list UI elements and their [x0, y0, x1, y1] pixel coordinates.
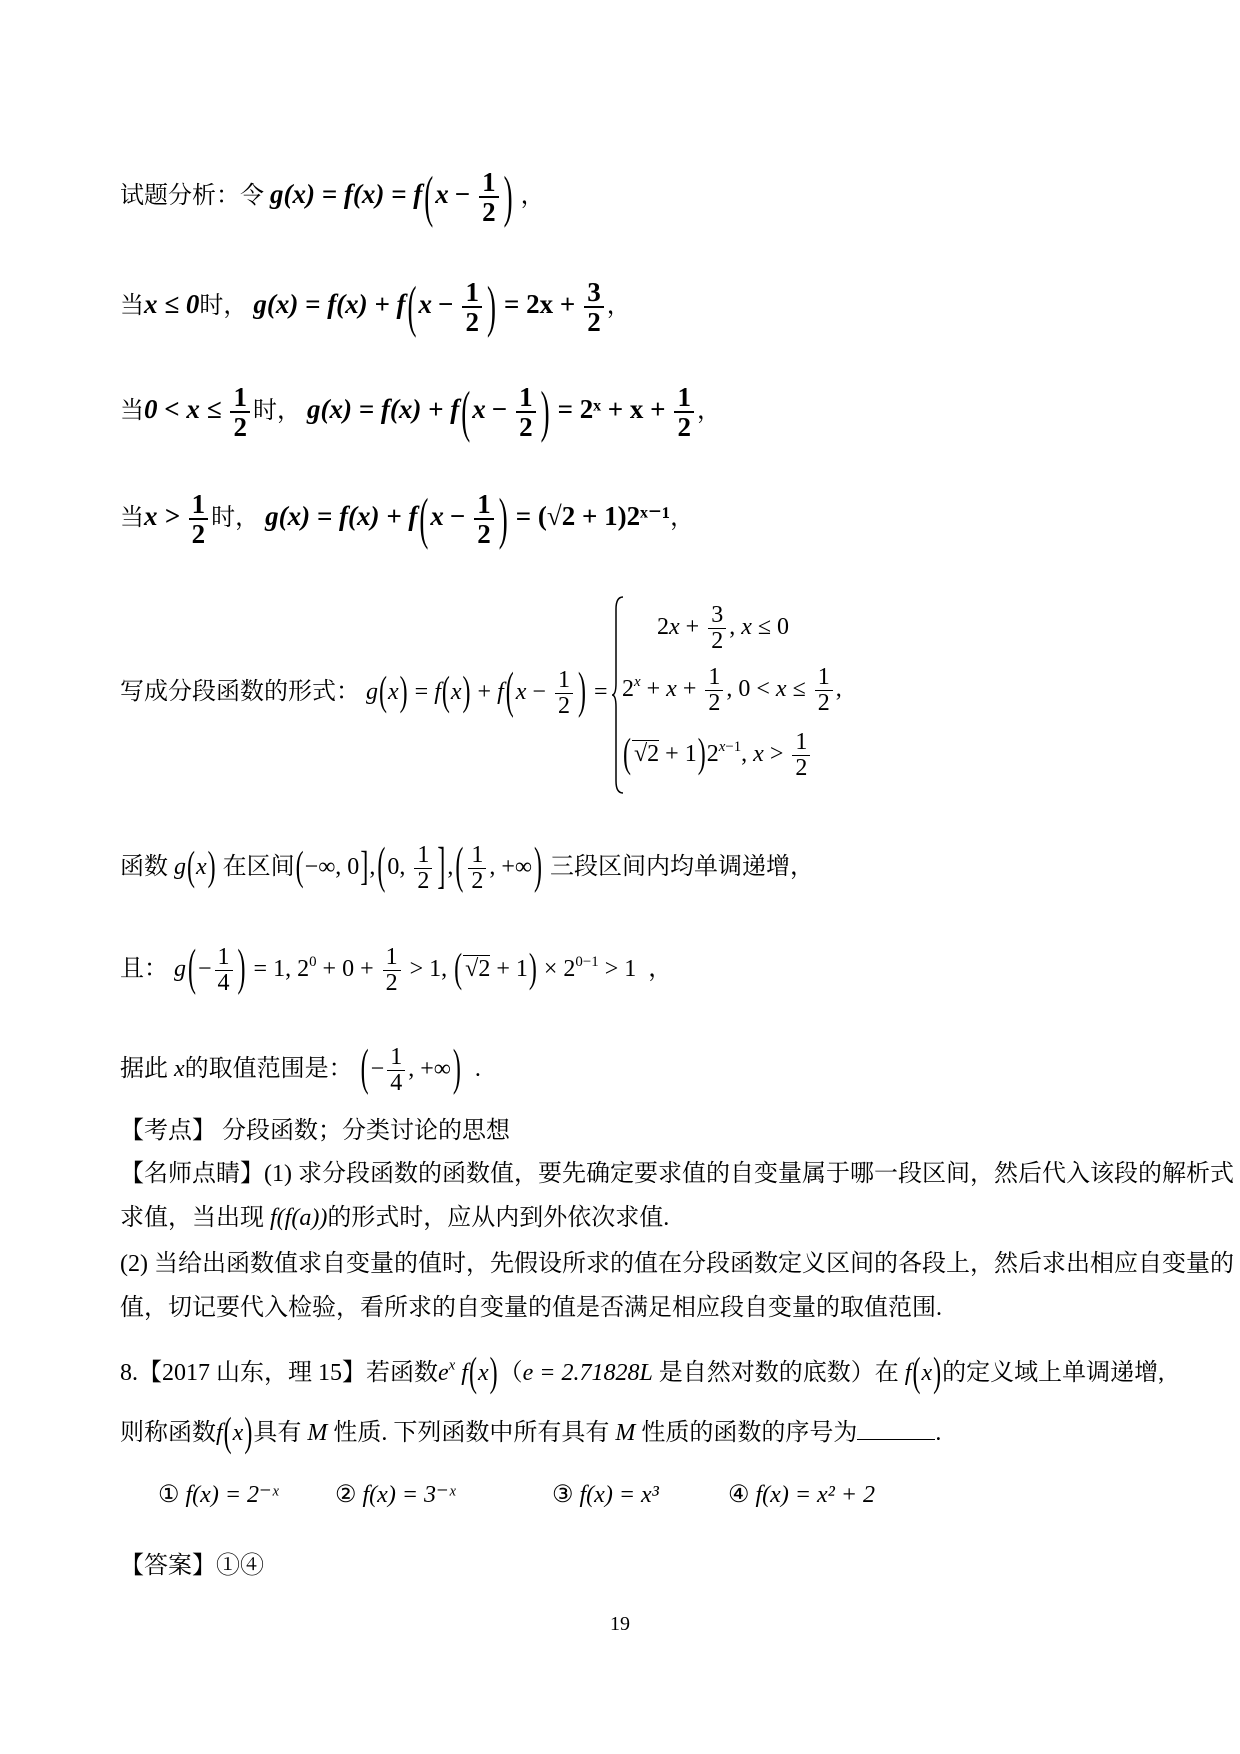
option-mark: ① [158, 1482, 180, 1508]
text: 具有 [253, 1420, 302, 1446]
mingshi-line-4 [120, 1287, 942, 1322]
text: (2) 当给出函数值求自变量的值时，先假设所求的值在分段函数定义区间的各段上，然后求出相应自变量的 [120, 1251, 1234, 1277]
text: 且： [120, 956, 168, 983]
kaodian-line [120, 1110, 510, 1145]
case-3: ( $√2 + 1)2^{x-1}$, x > $\frac{1}{2}$ [622, 730, 813, 781]
question-8-line-1: 8.【2017 山东，理 15】若函数$e^x$ f(x)（e = 2.71828L 是自然对数的底数）在 f(x)的定义域上单调递增, [120, 1351, 1165, 1396]
piecewise-cases [612, 595, 852, 795]
text: 若函数 [366, 1360, 438, 1386]
monotone-line: 函数 g(x) 在区间(−∞, 0],(0, $\frac{1}{2}$ ],( $\frac{1}{2}$ , +∞) 三段区间内均单调递增， [120, 840, 814, 895]
condition: x ≤ 0 [144, 288, 200, 319]
text: 值，切记要代入检验，看所求的自变量的值是否满足相应段自变量的取值范围. [120, 1295, 942, 1321]
mingshi-line-1 [120, 1153, 1234, 1188]
question-8-line-2: 则称函数f(x)具有 M 性质. 下列函数中所有具有 M 性质的函数的序号为 . [120, 1411, 942, 1456]
option-mark: ④ [728, 1482, 750, 1508]
option-expr: f(x) = x³ [579, 1482, 659, 1508]
mingshi-line-2 [120, 1197, 669, 1232]
case-1: 2x + $\frac{3}{2}$ , x ≤ 0 [657, 602, 790, 655]
option-expr: f(x) = 2⁻ˣ [185, 1482, 279, 1508]
answer-line [120, 1545, 264, 1580]
text: 则称函数 [120, 1420, 216, 1446]
option-4 [728, 1480, 875, 1509]
text: 函数 [120, 854, 168, 881]
text: 时， [211, 504, 260, 531]
kaodian-text: 分段函数；分类讨论的思想 [222, 1118, 510, 1144]
text: 的形式时，应从内到外依次求值. [327, 1205, 670, 1231]
text: (1) 求分段函数的函数值，要先确定要求值的自变量属于哪一段区间，然后代入该段的解析式 [264, 1161, 1234, 1187]
answer-blank [857, 1439, 935, 1440]
text: 在区间 [222, 854, 295, 881]
piecewise-line: 写成分段函数的形式： g(x) = f(x) + f(x − $\frac{1}{2}$ ) = [120, 665, 608, 720]
condition: x > [144, 500, 180, 531]
text: 是自然对数的底数）在 [658, 1360, 899, 1386]
case-2: $2^x + x$ + $\frac{1}{2}$ , 0 < x ≤ $\frac{1}{2}$ , [622, 664, 842, 717]
option-3 [552, 1480, 659, 1509]
range-line: 据此 x的取值范围是： (− $\frac{1}{4}$ , +∞) . [120, 1042, 481, 1097]
text: 性质. 下列函数中所有具有 [333, 1420, 610, 1446]
option-mark: ② [335, 1482, 357, 1508]
analysis-line-1: 试题分析：令 g(x) = f(x) = f(x − $\frac{1}{2}$ ) ， [120, 164, 545, 228]
e-value: e = 2.71828L [522, 1360, 653, 1386]
analysis-line-3: 当0 < x ≤ $\frac{1}{2}$ 时， g(x) = f(x) + f(x − $\frac{1}{2}$ ) = 2ˣ + x + $\frac{1}{2}$ ， [120, 379, 721, 443]
text: 写成分段函数的形式： [120, 679, 360, 706]
text: 三段区间内均单调递增， [549, 854, 814, 881]
option-1 [158, 1480, 278, 1509]
answer-value: ①④ [216, 1553, 264, 1579]
result: = 2ˣ + x + [557, 393, 666, 424]
text: 当 [120, 504, 144, 531]
text: 时， [199, 292, 248, 319]
result: = (√2 + 1)2ˣ⁻¹ [515, 500, 671, 531]
text: 时， [252, 397, 301, 424]
condition: 0 < x ≤ [144, 393, 222, 424]
text: 的取值范围是： [184, 1056, 353, 1083]
math-expr: f(f(a)) [270, 1205, 328, 1231]
text: 当 [120, 292, 144, 319]
also-line: 且： g(− $\frac{1}{4}$ ) = 1, $2^0 + 0$ + $\frac{1}{2}$ > 1, ( $√2 + 1) \times 2^{0-1} > 1$ ， [120, 942, 673, 997]
kaodian-label: 【考点】 [120, 1118, 216, 1144]
math-letter: M [615, 1420, 636, 1446]
mingshi-line-3 [120, 1243, 1234, 1278]
option-mark: ③ [552, 1482, 574, 1508]
option-expr: f(x) = x² + 2 [755, 1482, 876, 1508]
math-expr: g(x) = f(x) = f [270, 178, 423, 209]
math-letter: M [307, 1420, 328, 1446]
question-number: 8. [120, 1360, 138, 1386]
text: （ [498, 1360, 523, 1386]
question-source: 【2017 山东，理 15】 [138, 1360, 366, 1386]
text: 当 [120, 397, 144, 424]
analysis-line-4: 当x > $\frac{1}{2}$ 时， g(x) = f(x) + f(x − $\frac{1}{2}$ ) = (√2 + 1)2ˣ⁻¹， [120, 486, 695, 550]
analysis-line-2: 当x ≤ 0时， g(x) = f(x) + f(x − $\frac{1}{2}$ ) = 2x + $\frac{3}{2}$ ， [120, 274, 631, 338]
answer-label: 【答案】 [120, 1553, 216, 1579]
text: 的定义域上单调递增, [942, 1360, 1165, 1386]
text: 性质的函数的序号为 [641, 1420, 858, 1446]
option-expr: f(x) = 3⁻ˣ [362, 1482, 456, 1508]
mingshi-label: 【名师点睛】 [120, 1161, 264, 1187]
text: 据此 [120, 1056, 168, 1083]
page-number: 19 [610, 1613, 630, 1635]
result: = 2x + [503, 288, 576, 319]
text: 求值，当出现 [120, 1205, 264, 1231]
variable: x [174, 1056, 185, 1083]
text: . [935, 1420, 942, 1446]
option-2 [335, 1480, 455, 1509]
analysis-label: 试题分析：令 [120, 182, 264, 209]
